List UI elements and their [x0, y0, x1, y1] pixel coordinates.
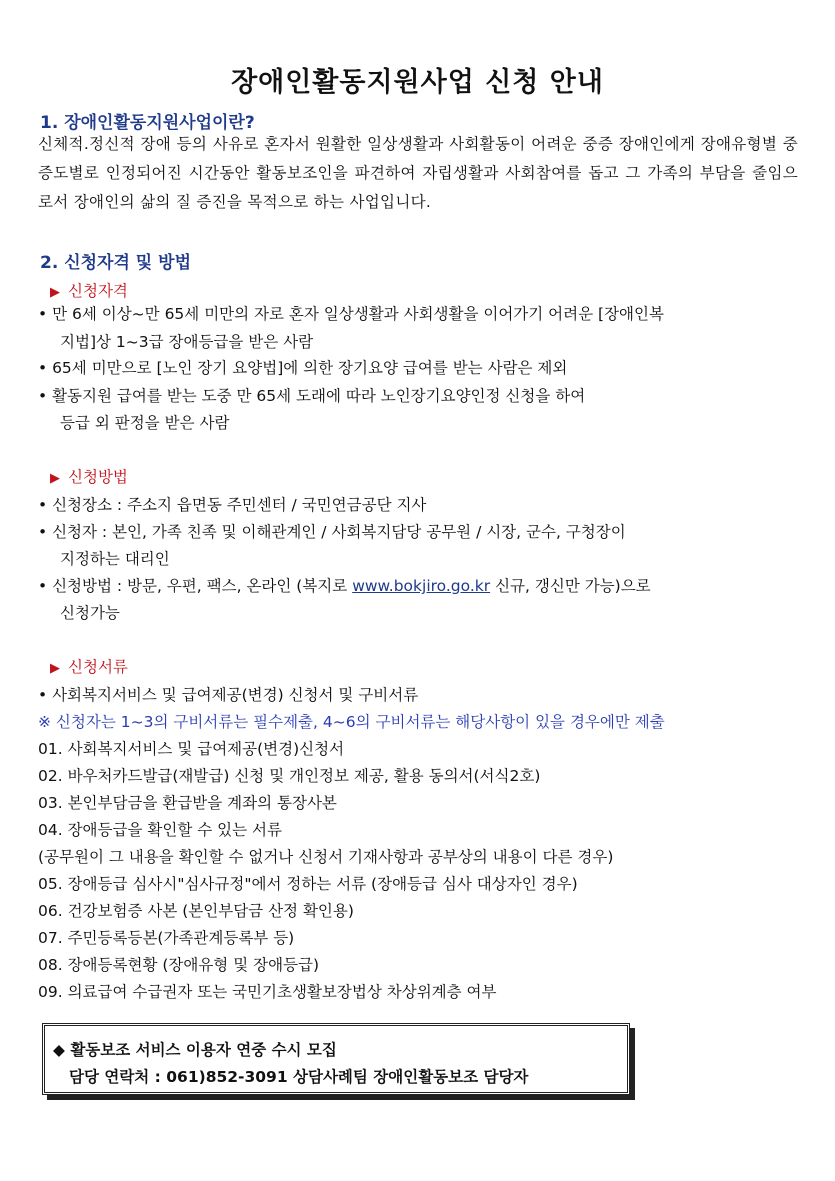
method-way-line [38, 574, 651, 596]
eligibility-line: 지법]상 1~3급 장애등급을 받은 사람 [60, 333, 314, 351]
eligibility-subheading [50, 279, 128, 301]
method-subheading [50, 465, 128, 487]
triangle-bullet-icon: ▶ [50, 471, 60, 486]
notice-box [42, 1023, 630, 1095]
document-item: 05. 장애등급 심사시"심사규정"에서 정하는 서류 (장애등급 심사 대상자인 경우) [38, 875, 578, 893]
document-item: (공무원이 그 내용을 확인할 수 없거나 신청서 기재사항과 공부상의 내용이 다른 경우) [38, 848, 614, 866]
documents-intro: • 사회복지서비스 및 급여제공(변경) 신청서 및 구비서류 [38, 686, 419, 704]
document-item: 01. 사회복지서비스 및 급여제공(변경)신청서 [38, 740, 345, 758]
triangle-bullet-icon: ▶ [50, 285, 60, 300]
method-way-line: 신청가능 [60, 604, 120, 622]
eligibility-line: • 65세 미만으로 [노인 장기 요양법]에 의한 장기요양 급여를 받는 사람은 제외 [38, 359, 568, 377]
documents-label: 신청서류 [68, 658, 128, 676]
documents-subheading [50, 655, 128, 677]
eligibility-line: 등급 외 판정을 받은 사람 [60, 414, 230, 432]
eligibility-line: • 활동지원 급여를 받는 도중 만 65세 도래에 따라 노인장기요양인정 신청을 하여 [38, 387, 586, 405]
section1-paragraph: 신체적.정신적 장애 등의 사유로 혼자서 원활한 일상생활과 사회활동이 어려운 중증 장애인에게 장애유형별 중증도별로 인정되어진 시간동안 활동보조인을 파견하여 자립생활과 사회참여를 돕고 그 가족의 부담을 줄임으로서 장애인의 삶의 질 증진을 목적으로 하는 사업입니다. [38, 135, 798, 211]
method-applicant-line: 지정하는 대리인 [60, 550, 170, 568]
document-item: 08. 장애등록현황 (장애유형 및 장애등급) [38, 956, 320, 974]
method-way-prefix: • 신청방법 : 방문, 우편, 팩스, 온라인 (복지로 [38, 577, 353, 595]
eligibility-label: 신청자격 [68, 282, 128, 300]
page-title: 장애인활동지원사업 신청 안내 [231, 67, 604, 98]
document-item: 06. 건강보험증 사본 (본인부담금 산정 확인용) [38, 902, 354, 920]
document-item: 02. 바우처카드발급(재발급) 신청 및 개인정보 제공, 활용 동의서(서식2호) [38, 767, 541, 785]
section2-heading: 2. 신청자격 및 방법 [40, 253, 191, 273]
method-label: 신청방법 [68, 468, 128, 486]
eligibility-line: • 만 6세 이상~만 65세 미만의 자로 혼자 일상생활과 사회생활을 이어가기 어려운 [장애인복 [38, 305, 664, 323]
method-applicant-line: • 신청자 : 본인, 가족 친족 및 이해관계인 / 사회복지담당 공무원 / 시장, 군수, 구청장이 [38, 523, 626, 541]
triangle-bullet-icon: ▶ [50, 661, 60, 676]
method-place-line: • 신청장소 : 주소지 읍면동 주민센터 / 국민연금공단 지사 [38, 496, 427, 514]
document-item: 04. 장애등급을 확인할 수 있는 서류 [38, 821, 282, 839]
section1-heading: 1. 장애인활동지원사업이란? [40, 113, 255, 133]
bokjiro-link[interactable]: www.bokjiro.go.kr [352, 577, 491, 595]
documents-note: ※ 신청자는 1~3의 구비서류는 필수제출, 4~6의 구비서류는 해당사항이 있을 경우에만 제출 [38, 713, 665, 731]
method-way-suffix: 신규, 갱신만 가능)으로 [490, 577, 651, 595]
document-item: 07. 주민등록등본(가족관계등록부 등) [38, 929, 295, 947]
notice-contact-line: 담당 연락처 : 061)852-3091 상담사례팀 장애인활동보조 담당자 [69, 1068, 529, 1086]
document-item: 03. 본인부담금을 환급받을 계좌의 통장사본 [38, 794, 337, 812]
document-item: 09. 의료급여 수급권자 또는 국민기초생활보장법상 차상위계층 여부 [38, 983, 497, 1001]
notice-recruit-line: ◆ 활동보조 서비스 이용자 연중 수시 모집 [53, 1041, 337, 1059]
